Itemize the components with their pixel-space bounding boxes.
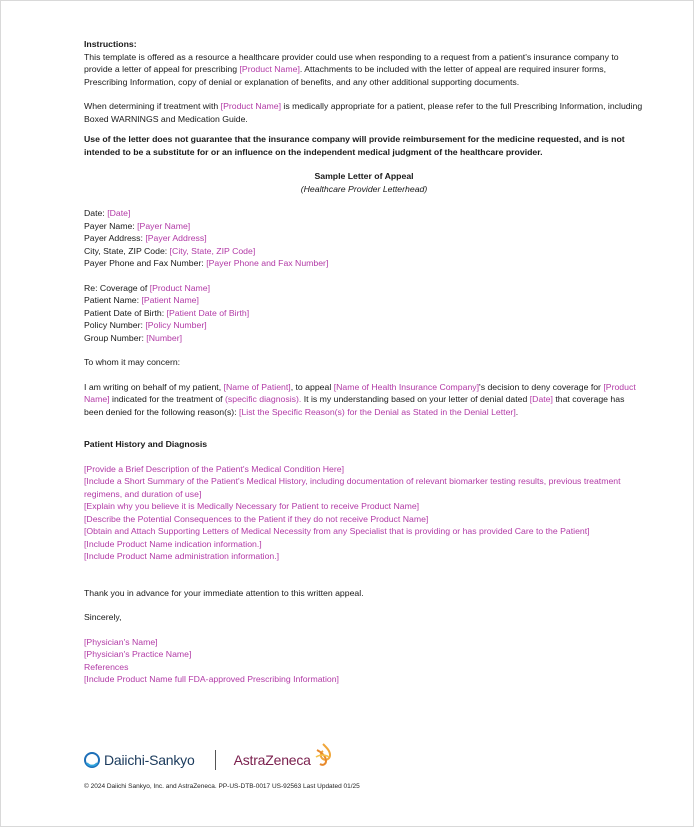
policy-number-field: Policy Number: [Policy Number] <box>84 320 207 330</box>
payer-fields <box>84 207 644 270</box>
salutation: To whom it may concern: <box>84 357 181 367</box>
history-item: [Provide a Brief Description of the Patient's Medical Condition Here] <box>84 463 344 474</box>
history-item: [Explain why you believe it is Medically Necessary for Patient to receive Product Name] <box>84 501 420 511</box>
letter-subtitle: (Healthcare Provider Letterhead) <box>300 183 428 194</box>
patient-dob-field: Patient Date of Birth: [Patient Date of Birth] <box>84 307 250 318</box>
history-item: [Include Product Name indication information.] <box>84 538 262 549</box>
practice-name: [Physician's Practice Name] <box>84 649 192 659</box>
history-item: [Include a Short Summary of the Patient's Medical History, including documentation of relevant biomarker testing results, previous treatment regimens, and duration of use] <box>84 476 621 499</box>
astrazeneca-logo-text: AstraZeneca <box>233 752 311 768</box>
date-field: Date: [Date] <box>84 208 131 218</box>
history-item: [Describe the Potential Consequences to the Patient if they do not receive Product Name] <box>84 513 429 524</box>
copyright-footer: © 2024 Daiichi Sankyo, Inc. and AstraZeneca. PP-US-DTB-0017 US-92563 Last Updated 01/25 <box>84 783 360 790</box>
history-heading: Patient History and Diagnosis <box>84 439 208 449</box>
city-state-zip-field: City, State, ZIP Code: [City, State, ZIP Code] <box>84 245 256 256</box>
body-paragraph: I am writing on behalf of my patient, [Name of Patient], to appeal [Name of Health Insurance Company]'s decision to deny coverage for [Product Name] indicated for the treatment of (specific diagnosis). It is my understanding based on your letter of denial dated [Date] that coverage has been denied for the following reason(s): [List the Specific Reason(s) for the Denial as Stated in the Denial Letter]. <box>84 381 636 417</box>
prescribing-info: [Include Product Name full FDA-approved Prescribing Information] <box>84 674 339 684</box>
references-label: References <box>84 661 129 672</box>
payer-phone-fax-field: Payer Phone and Fax Number: [Payer Phone and Fax Number] <box>84 258 329 268</box>
payer-name-field: Payer Name: [Payer Name] <box>84 220 191 231</box>
disclaimer: Use of the letter does not guarantee that the insurance company will provide reimbursement for the medicine requested, and is not intended to be a substitute for or an influence on the independent medical judgment of the healthcare provider. <box>84 134 625 157</box>
group-number-field: Group Number: [Number] <box>84 332 183 343</box>
daiichi-sankyo-logo-icon <box>84 752 100 768</box>
instructions-heading: Instructions: <box>84 39 137 49</box>
astrazeneca-logo-icon <box>312 742 334 768</box>
re-coverage-field: Re: Coverage of [Product Name] <box>84 282 211 293</box>
logo-bar <box>84 747 334 773</box>
placeholder: [Product Name] <box>239 64 300 74</box>
payer-address-field: Payer Address: [Payer Address] <box>84 233 207 243</box>
instructions-paragraph-1: This template is offered as a resource a healthcare provider could use when responding to a request from a patient's insurance company to provide a letter of appeal for prescribing [Product Name]. Attachments to be included with the letter of appeal are required insurer forms, Prescribing Information, copy of denial or explanation of benefits, and any other additional supporting documents. <box>84 51 619 87</box>
letter-content <box>84 38 644 686</box>
patient-name-field: Patient Name: [Patient Name] <box>84 295 199 305</box>
physician-name: [Physician's Name] <box>84 636 158 647</box>
signature-block <box>84 636 644 686</box>
sincerely-line: Sincerely, <box>84 612 122 622</box>
placeholder: [Product Name] <box>220 101 282 111</box>
letter-title: Sample Letter of Appeal <box>314 171 414 181</box>
instructions-paragraph-2: When determining if treatment with [Product Name] is medically appropriate for a patient, please refer to the full Prescribing Information, including Boxed WARNINGS and Medication Guide. <box>84 101 643 124</box>
patient-fields <box>84 282 644 345</box>
history-item: [Include Product Name administration information.] <box>84 551 280 561</box>
thanks-line: Thank you in advance for your immediate attention to this written appeal. <box>84 587 364 598</box>
history-list <box>84 463 644 563</box>
daiichi-sankyo-logo-text: Daiichi-Sankyo <box>104 752 195 768</box>
logo-divider <box>215 750 216 770</box>
history-item: [Obtain and Attach Supporting Letters of Medical Necessity from any Specialist that is providing or has provided Care to the Patient] <box>84 526 590 536</box>
